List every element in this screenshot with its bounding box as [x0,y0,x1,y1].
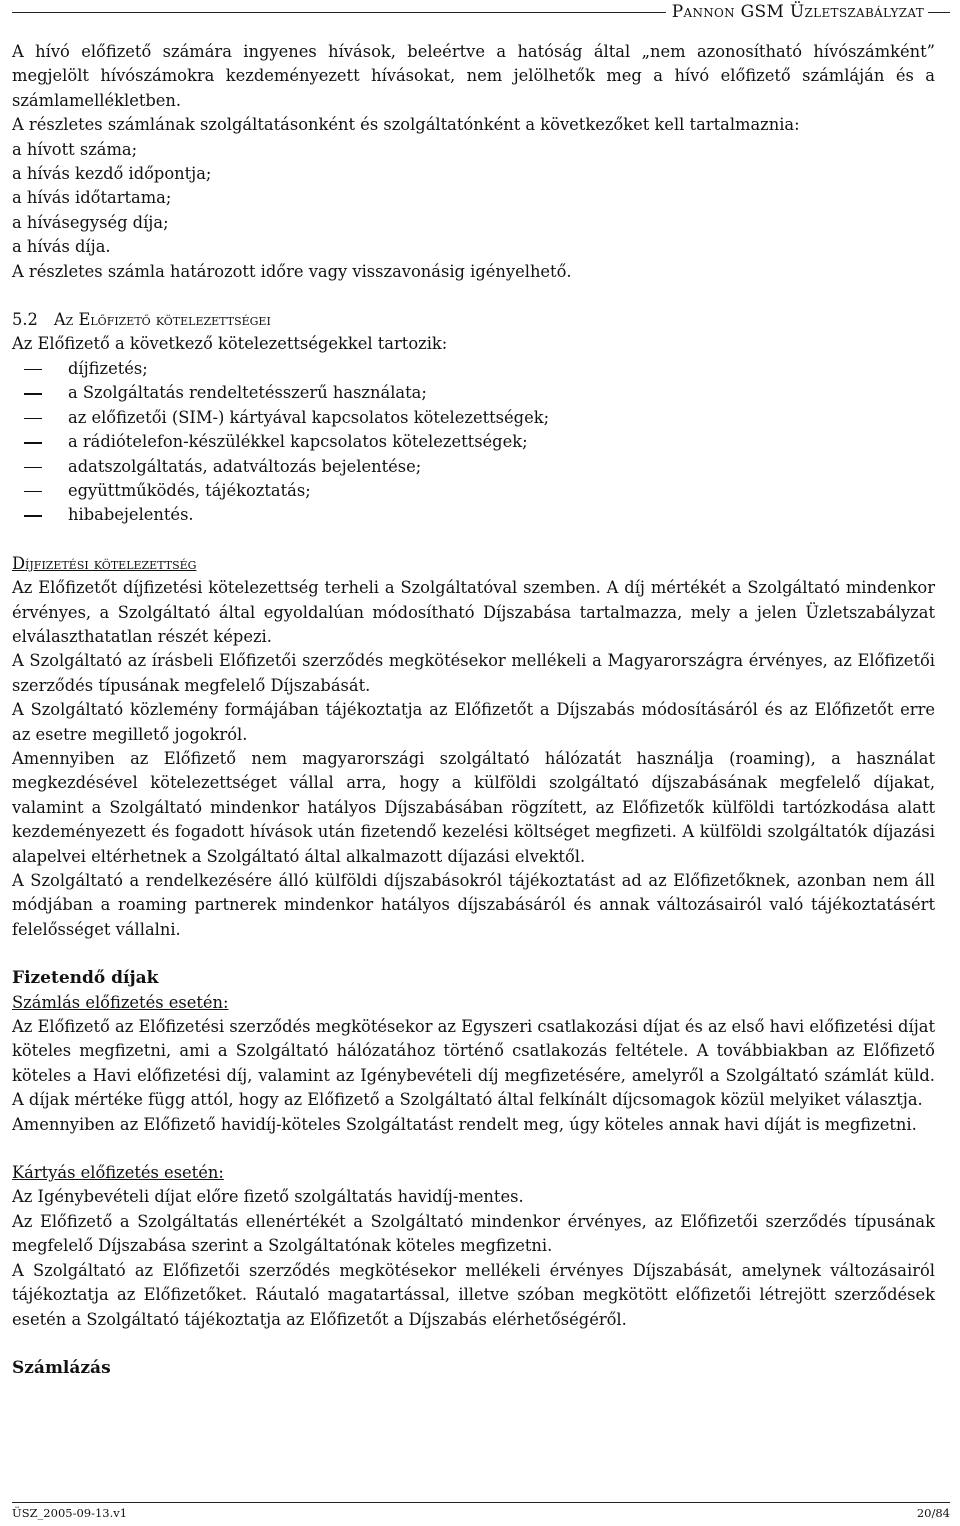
intro-item: a hívásegység díja; [12,212,169,232]
page-header [12,2,950,22]
paragraph: Az Előfizetőt díjfizetési kötelezettség terheli a Szolgáltatóval szemben. A díj mértékét a Szolgáltató mindenkor érvényes, a Szolgáltató által egyoldalúan módosítható Díjszabása tartalmazza, mely a jelen Üzletszabályzat elválaszthatatlan részét képezi. [12,578,935,646]
list-item: adatszolgáltatás, adatváltozás bejelentése; [12,455,935,479]
list-item: díjfizetés; [12,357,935,381]
header-rule-tail [928,12,950,13]
paragraph: Az Előfizető az Előfizetési szerződés megkötésekor az Egyszeri csatlakozási díjat és az első havi előfizetési díjat köteles megfizetni, ami a Szolgáltató hálózatához történő csatlakozás feltétele. A továbbiakban az Előfizető köteles a Havi előfizetési díj, valamint az Igénybevételi díj megfizetésére, amelyről a Szolgáltató számlát küld. A díjak mértéke függ attól, hogy az Előfizető a Szolgáltató által felkínált díjcsomagok közül melyiket választja. [12,1017,935,1110]
section-title: Az Előfizető kötelezettségei [53,310,271,330]
intro-item: a hívás kezdő időpontja; [12,164,212,184]
intro-paragraph-1: A hívó előfizető számára ingyenes hívások, beleértve a hatóság által „nem azonosítható hívószámként” megjelölt hívószámokra kezdeményezett hívásokat, nem jelölhetők meg a hívó előfizető számláján és a számlamellékletben. [12,42,935,110]
paragraph: A Szolgáltató az írásbeli Előfizetői szerződés megkötésekor mellékeli a Magyarországra érvényes, az Előfizetői szerződés típusának megfelelő Díjszabását. [12,651,935,695]
page-footer [12,1502,950,1520]
list-item: a Szolgáltatás rendeltetésszerű használata; [12,381,935,405]
section-heading [12,308,935,332]
intro-item: a hívott száma; [12,139,138,159]
obligations-list [12,357,935,528]
paragraph: A Szolgáltató az Előfizetői szerződés megkötésekor mellékeli érvényes Díjszabását, amelynek változásairól tájékoztatja az Előfizetőket. Ráutaló magatartással, illetve szóban megkötött előfizetői létrejött szerződések esetén a Szolgáltató tájékoztatja az Előfizetőt a Díjszabás elérhetőségéről. [12,1260,935,1329]
subsection-title: Díjfizetési kötelezettség [12,553,197,573]
header-rule [12,12,666,13]
heading-fizetendo: Fizetendő díjak [12,968,159,989]
footer-page-number: 20/84 [916,1506,950,1520]
list-item: együttműködés, tájékoztatás; [12,479,935,503]
heading-szamlazas: Számlázás [12,1357,111,1378]
intro-item: a hívás időtartama; [12,188,172,208]
document-body [12,40,935,1380]
intro-paragraph-3: A részletes számla határozott időre vagy visszavonásig igényelhető. [12,261,572,281]
subheading-kartyas: Kártyás előfizetés esetén: [12,1163,224,1183]
list-item: a rádiótelefon-készülékkel kapcsolatos kötelezettségek; [12,430,935,454]
paragraph: Az Előfizető a Szolgáltatás ellenértékét a Szolgáltató mindenkor érvényes, az Előfizetői szerződés típusának megfelelő Díjszabása szerint a Szolgáltatónak köteles megfizetni. [12,1211,935,1256]
paragraph: Amennyiben az Előfizető havidíj-köteles Szolgáltatást rendelt meg, úgy köteles annak havi díját is megfizetni. [12,1114,917,1134]
paragraph: A Szolgáltató a rendelkezésére álló külföldi díjszabásokról tájékoztatást ad az Előfizetőknek, azonban nem áll módjában a roaming partnerek mindenkor hatályos díjszabásáról és annak változásairól való tájékoztatásért felelősséget vállalni. [12,871,935,939]
paragraph: Az Igénybevételi díjat előre fizető szolgáltatás havidíj-mentes. [12,1187,524,1207]
intro-item: a hívás díja. [12,237,111,257]
paragraph: Amennyiben az Előfizető nem magyarországi szolgáltató hálózatát használja (roaming), a használat megkezdésével kötelezettséget vállal arra, hogy a külföldi szolgáltató díjszabásának megfelelő díjakat, valamint a Szolgáltató mindenkor hatályos Díjszabásában rögzített, az Előfizetők külföldi tartózkodása alatt kezdeményezett és fogadott hívások után fizetendő kezelési költséget megfizeti. A külföldi szolgáltatók díjazási alapelvei eltérhetnek a Szolgáltató által alkalmazott díjazási elvektől. [12,748,935,866]
subheading-szamlas: Számlás előfizetés esetén: [12,992,229,1012]
list-item: hibabejelentés. [12,503,935,527]
footer-doc-id: ÜSZ_2005-09-13.v1 [12,1506,128,1520]
section-number: 5.2 [12,310,38,330]
header-title: Pannon GSM Üzletszabályzat [671,2,924,22]
list-item: az előfizetői (SIM-) kártyával kapcsolatos kötelezettségek; [12,406,935,430]
section-intro: Az Előfizető a következő kötelezettségekkel tartozik: [12,334,448,354]
paragraph: A Szolgáltató közlemény formájában tájékoztatja az Előfizetőt a Díjszabás módosításáról és az Előfizetőt erre az esetre megillető jogokról. [12,700,935,744]
intro-paragraph-2: A részletes számlának szolgáltatásonként és szolgáltatónként a következőket kell tartalmaznia: [12,115,800,135]
